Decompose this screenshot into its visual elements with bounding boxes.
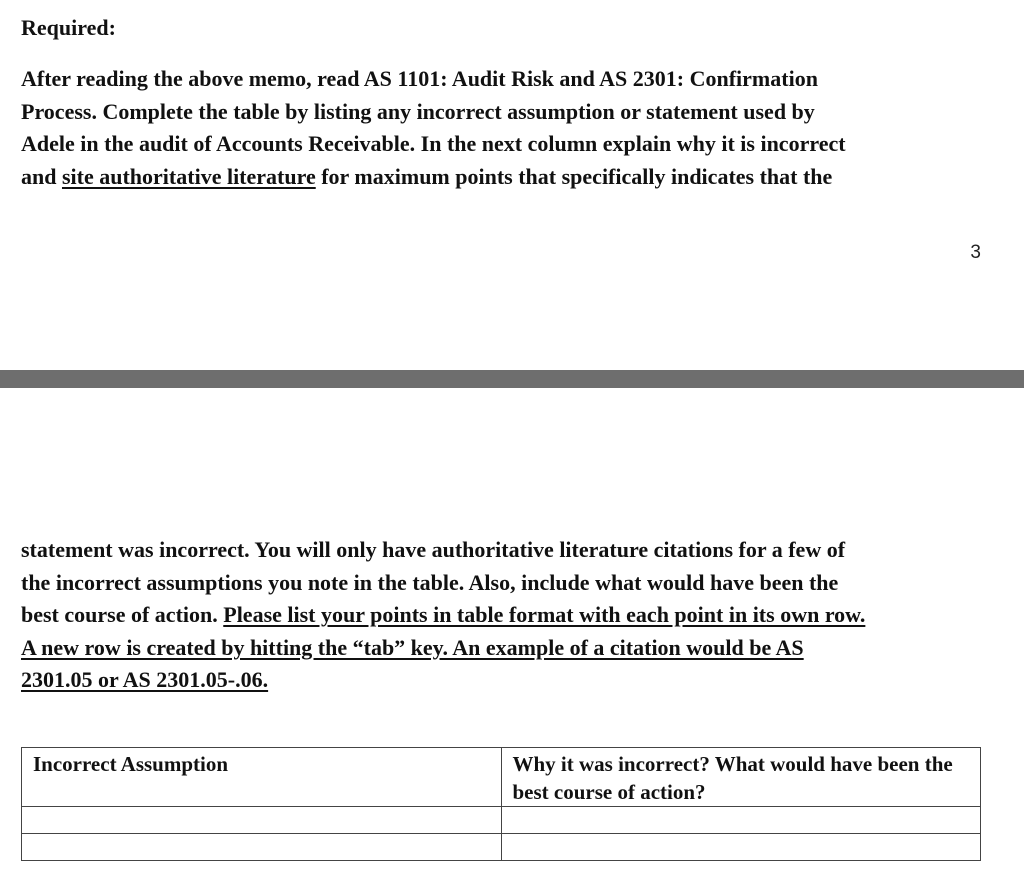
instructions-paragraph-1 [21,63,1011,193]
table-cell[interactable] [501,834,981,861]
paragraph-2-line-5 [21,664,1011,697]
table-format-instruction-underlined: Please list your points in table format with each point in its own row. [223,602,866,628]
table-header-row [22,748,981,807]
site-authoritative-literature-underlined: site authoritative literature [61,163,316,189]
paragraph-2-line-4: A new row is created by hitting the “tab” key. An example of a citation would be AS [21,634,804,660]
page-bottom [0,388,1024,884]
header-incorrect-assumption: Incorrect Assumption [22,748,502,807]
paragraph-1-line-1: After reading the above memo, read AS 1101: Audit Risk and AS 2301: Confirmation [21,66,818,91]
instructions-paragraph-2 [21,534,1011,697]
page-number: 3 [970,242,981,263]
paragraph-2-line-3 [21,599,1011,632]
table-cell[interactable] [501,807,981,834]
required-heading: Required: [21,15,116,40]
citation-example-underlined: 2301.05 or AS 2301.05-.06. [21,667,269,693]
table-row [22,834,981,861]
page-top [0,0,1024,370]
paragraph-2-line-2: the incorrect assumptions you note in the table. Also, include what would have been the [21,569,839,595]
answer-table [21,747,981,861]
line-3-prefix: best course of action. [21,602,224,628]
paragraph-1-line-4 [21,161,1011,194]
line-4-suffix: for maximum points that specifically indicates that the [315,163,833,189]
paragraph-2-line-1: statement was incorrect. You will only have authoritative literature citations for a few of [21,537,846,562]
table-row [22,807,981,834]
table-cell[interactable] [22,834,502,861]
page-break-divider [0,370,1024,388]
paragraph-1-line-3: Adele in the audit of Accounts Receivable. In the next column explain why it is incorrect [21,131,846,157]
line-4-prefix: and [21,163,62,189]
table-cell[interactable] [22,807,502,834]
header-why-incorrect: Why it was incorrect? What would have been the best course of action? [501,748,981,807]
paragraph-1-line-2: Process. Complete the table by listing any incorrect assumption or statement used by [21,98,815,124]
